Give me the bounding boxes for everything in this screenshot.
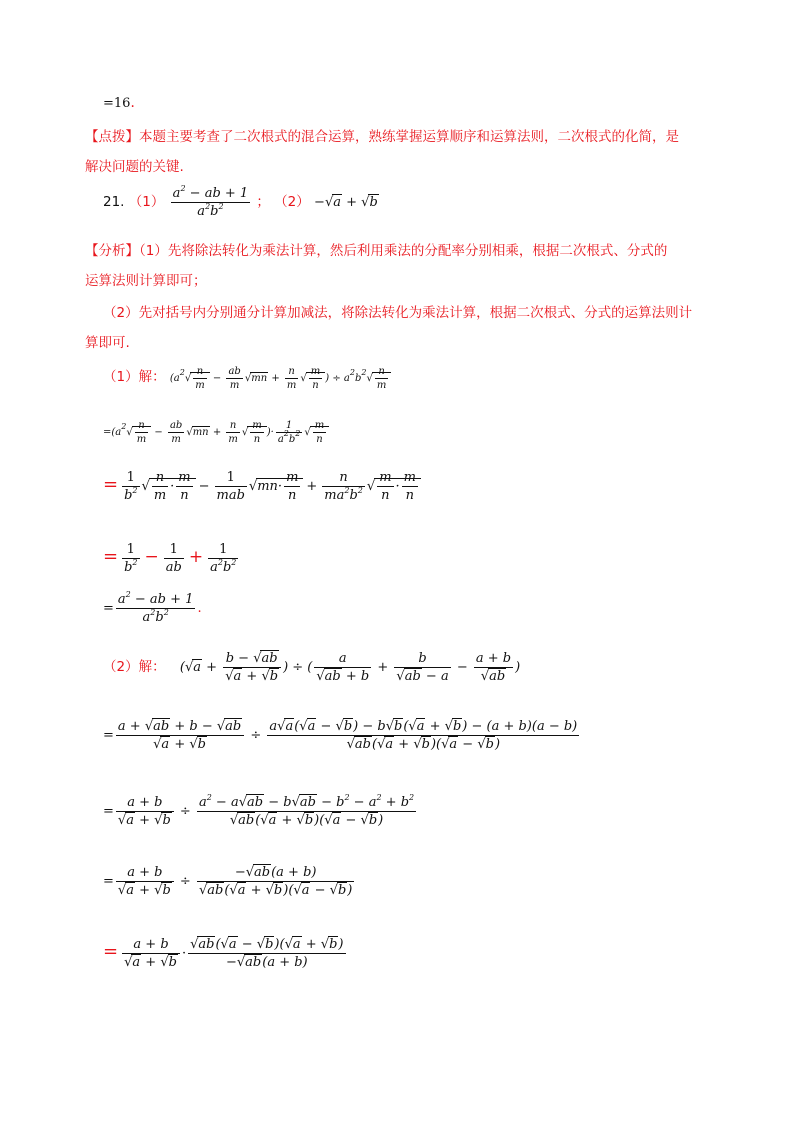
solution-2-step-4: = a + b √ a + √ b · √ $\frac{ab(√ a - √ b)(√ a + √ b)}{-√ ab(a + b)}$ bbox=[103, 937, 348, 970]
solution-2-step-0 bbox=[103, 651, 520, 684]
solution-1-step-1: $=(a^2$ √ $\frac{n}{m}$ − $\frac{ab}{m}$ √ mn + $\frac{n}{m}$ √ $\frac{m}{n}$ )· $\frac{1}{a^2b^2}$ √ $\frac{m}{n}$ bbox=[103, 420, 329, 445]
solution-part2-label: （2）解： bbox=[103, 659, 166, 675]
q21-answer-2: −√ a + √ b bbox=[314, 195, 379, 210]
analysis-p2-line-1: （2）先对括号内分别通分计算加减法，将除法转化为乘法计算，根据二次根式、分式的运算法则计 bbox=[103, 305, 693, 321]
q21-number: 21. bbox=[103, 194, 125, 210]
solution-2-step-3: = a + b √ a + √ b ÷ −√ ab(a + b) √ ab(√ a + √ b)(√ a − √ b) bbox=[103, 865, 356, 898]
analysis-p1-line-1: （1）先将除法转化为乘法计算，然后利用乘法的分配率分别相乘，根据二次根式、分式的 bbox=[139, 243, 668, 259]
solution-2-step-2: = a + b √ a + √ b ÷ $a^2 - a√$ ab − b√ ab − $b^2 - a^2 + b^2$ √ ab(√ a + √ b)(√ a − √ b) bbox=[103, 795, 418, 828]
q21-answer-1: $\frac{a^2 - ab + 1}{a^2b^2}$ bbox=[172, 184, 249, 219]
solution-1-step-0 bbox=[103, 366, 391, 391]
tips-paragraph bbox=[85, 127, 725, 147]
tips-line-1: 本题主要考查了二次根式的混合运算，熟练掌握运算顺序和运算法则，二次根式的化简，是 bbox=[139, 129, 679, 145]
q21-part2-label: （2） bbox=[274, 194, 310, 210]
analysis-paragraph-1 bbox=[85, 241, 725, 261]
analysis-tag: 【分析】 bbox=[85, 243, 139, 259]
top-result-line bbox=[103, 93, 135, 114]
top-result: =16 bbox=[103, 96, 131, 111]
solution-1-expression: ($a^2$ √ $\frac{n}{m}$ − $\frac{ab}{m}$ √ mn + $\frac{n}{m}$ √ $\frac{m}{n}$ ) ÷ $a^2b^2$ √ $\frac{n}{m}$ bbox=[170, 373, 391, 384]
solution-part1-label: （1）解： bbox=[103, 369, 166, 385]
solution-2-expression: (√ a + b − √ ab √ a + √ b ) ÷ ( a √ ab + b + b √ ab − a − a + b √ ab ) bbox=[180, 660, 520, 675]
q21-separator: ； bbox=[256, 194, 270, 210]
solution-2-step-1: = a + √ ab + b − √ ab √ a + √ b ÷ a√ a(√ a − √ b) − b√ b(√ a + √ b) − (a + b)(a − b) √ ab(√ a + √ b)(√ a − √ b) bbox=[103, 719, 581, 752]
solution-1-step-4: = $\frac{a^2 - ab + 1}{a^2b^2}$ . bbox=[103, 590, 202, 625]
solution-1-step-2: = $\frac{1}{b^2}$ √ $\frac{n}{m}$ · $\frac{m}{n}$ − $\frac{1}{\text{mab}}$ √ mn· $\frac{m}{n}$ + $\frac{n}{ma^2b^2}$ √ $\frac{m}{n}$ · $\frac{m}{n}$ bbox=[103, 470, 421, 503]
solution-1-step-3: = $\frac{1}{b^2}$ − $\frac{1}{ab}$ + $\frac{1}{a^2b^2}$ bbox=[103, 542, 237, 575]
q21-part1-label: （1） bbox=[128, 194, 165, 210]
tips-line-2: 解决问题的关键. bbox=[85, 159, 184, 175]
analysis-p1-line-2: 运算法则计算即可； bbox=[85, 273, 207, 289]
tips-tag: 【点拨】 bbox=[85, 129, 139, 145]
period-mark: . bbox=[130, 95, 135, 111]
q21-answer-line bbox=[103, 186, 379, 219]
analysis-p2-line-2: 算即可. bbox=[85, 335, 130, 351]
